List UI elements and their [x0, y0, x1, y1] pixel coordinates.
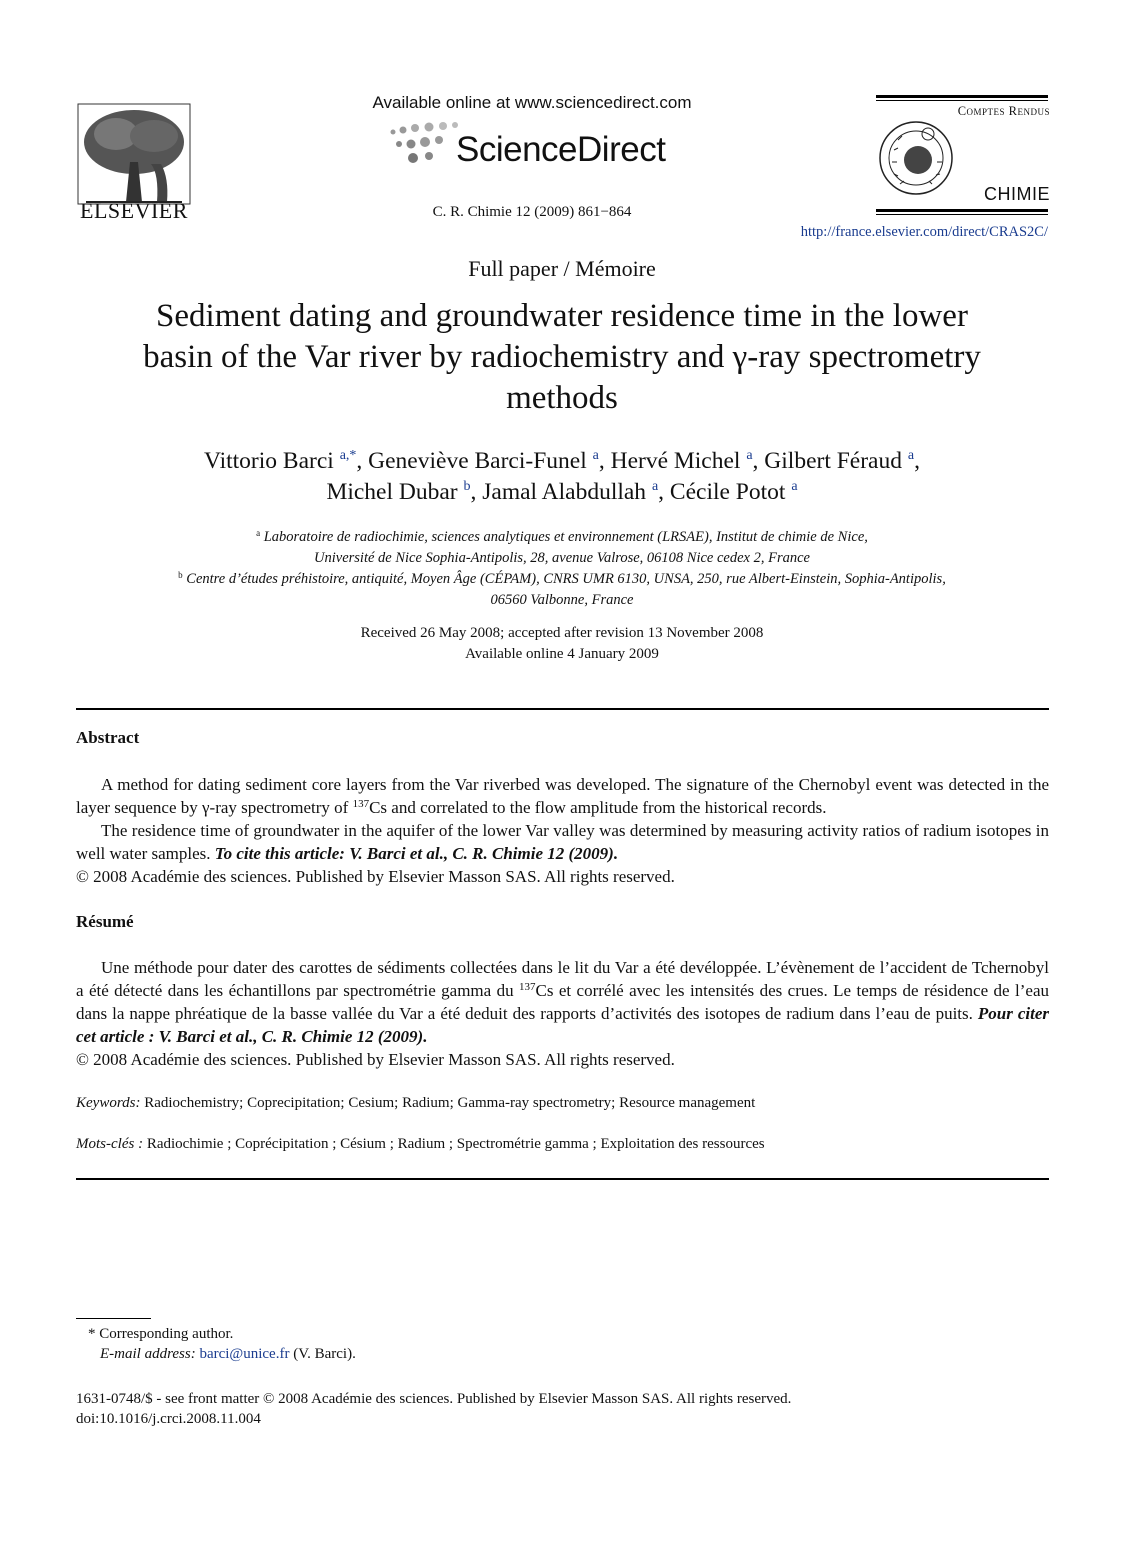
author-name: Jamal Alabdullah [482, 479, 647, 505]
received-date: Received 26 May 2008; accepted after revision 13 November 2008 [360, 625, 764, 641]
abstract-paragraph [76, 819, 1049, 865]
section-rule-bottom [76, 1178, 1049, 1180]
affiliation-mark: b [178, 570, 183, 580]
doi: doi:10.1016/j.crci.2008.11.004 [76, 1411, 261, 1427]
keywords-label: Keywords: [76, 1095, 141, 1111]
author-affiliation-mark[interactable]: a [592, 448, 599, 463]
available-online-text: Available online at www.sciencedirect.com [372, 93, 692, 112]
academie-seal-icon [876, 110, 956, 206]
resume-copyright: © 2008 Académie des sciences. Published by Elsevier Masson SAS. All rights reserved. [76, 1050, 675, 1069]
author-name: Vittorio Barci [204, 448, 334, 474]
keywords [76, 1095, 1049, 1112]
author-affiliation-mark[interactable]: a [791, 479, 798, 494]
author-separator: , [914, 448, 920, 474]
author-separator: , [752, 448, 765, 474]
email-link[interactable]: barci@unice.fr [199, 1346, 290, 1362]
resume-heading: Résumé [76, 912, 134, 931]
journal-logo-top-rule [876, 95, 1048, 98]
author-separator: , [598, 448, 611, 474]
author-line-2 [60, 477, 1064, 508]
footnote-rule [76, 1318, 151, 1319]
author-name: Hervé Michel [610, 448, 741, 474]
author-list [60, 446, 1064, 508]
email-note [100, 1344, 356, 1365]
corresponding-author-note: * Corresponding author. [88, 1326, 234, 1342]
journal-logo-bottom-rule-thin [876, 214, 1048, 215]
isotope-mass-number: 137 [519, 981, 536, 993]
text-span: Une méthode pour dater des carottes de sédiments collectées dans le lit du Var a été devéloppée. L’évènement de l’accident de Tchernobyl a été détecté dans les échantillons par spectrométrie gamma du [76, 958, 1049, 1000]
elsevier-wordmark: ELSEVIER [80, 198, 188, 223]
journal-url-link[interactable]: http://france.elsevier.com/direct/CRAS2C/ [800, 224, 1048, 240]
text-span: Cs and correlated to the flow amplitude from the historical records. [369, 798, 827, 817]
author-name: Gilbert Féraud [764, 448, 902, 474]
resume-paragraph [76, 956, 1049, 1048]
affiliation-a-cont: Université de Nice Sophia-Antipolis, 28, avenue Valrose, 06108 Nice cedex 2, France [314, 550, 810, 566]
author-separator: , [658, 479, 670, 505]
title-line: basin of the Var river by radiochemistry and γ-ray spectrometry [143, 339, 981, 375]
article-dates [60, 623, 1064, 664]
section-rule-top [76, 708, 1049, 710]
journal-reference: C. R. Chimie 12 (2009) 861−864 [432, 204, 632, 220]
author-separator: , [470, 479, 483, 505]
email-suffix: (V. Barci). [289, 1346, 356, 1362]
mots-cles [76, 1136, 1049, 1153]
isotope-mass-number: 137 [352, 798, 370, 810]
author-affiliation-mark[interactable]: b [463, 479, 471, 494]
title-line: methods [506, 380, 618, 416]
citation-note: Pour citer cet article : V. Barci et al., C. R. Chimie 12 (2009). [76, 1004, 1049, 1046]
mots-cles-label: Mots-clés : [76, 1136, 144, 1152]
journal-logo-top-rule-thin [876, 100, 1048, 101]
keywords-text: Radiochemistry; Coprecipitation; Cesium; Radium; Gamma-ray spectrometry; Resource management [144, 1095, 756, 1111]
author-line-1 [60, 446, 1064, 477]
affiliation-text: Laboratoire de radiochimie, sciences analytiques et environnement (LRSAE), Institut de chimie de Nice, [263, 529, 868, 545]
abstract-heading: Abstract [76, 728, 140, 747]
author-affiliation-mark[interactable]: a,* [339, 448, 357, 463]
affiliations [60, 527, 1064, 611]
author-affiliation-mark[interactable]: a [907, 448, 915, 463]
affiliation-text: Centre d’études préhistoire, antiquité, Moyen Âge (CÉPAM), CNRS UMR 6130, UNSA, 250, rue Albert-Einstein, Sophia-Antipolis, [186, 571, 946, 587]
title-line: Sediment dating and groundwater residence time in the lower [156, 298, 968, 334]
paper-title [60, 296, 1064, 419]
sciencedirect-wordmark: ScienceDirect [456, 130, 666, 169]
mots-cles-text: Radiochimie ; Coprécipitation ; Césium ; Radium ; Spectrométrie gamma ; Exploitation des ressources [146, 1136, 765, 1152]
front-matter-notice: 1631-0748/$ - see front matter © 2008 Académie des sciences. Published by Elsevier Masson SAS. All rights reserved. [76, 1391, 792, 1407]
author-affiliation-mark[interactable]: a [746, 448, 753, 463]
paper-type: Full paper / Mémoire [468, 256, 656, 281]
text-span: A method for dating sediment core layers from the Var riverbed was developed. The signature of the Chernobyl event was detected in the layer sequence by γ-ray spectrometry of [76, 775, 1049, 817]
affiliation-a [60, 527, 1064, 548]
affiliation-b-cont: 06560 Valbonne, France [490, 592, 634, 608]
comptes-rendus-label: Comptes Rendus [957, 104, 1050, 118]
author-affiliation-mark[interactable]: a [651, 479, 659, 494]
affiliation-b [60, 569, 1064, 590]
text-span: Cs et corrélé avec les intensités des crues. Le temps de résidence de l’eau dans la nappe phréatique de la basse vallée du Var a été deduit des rapports d’activités des isotopes de radium dans l’eau de puits. [76, 981, 1049, 1023]
affiliation-mark: a [256, 528, 261, 538]
author-separator: , [356, 448, 369, 474]
text-span: The residence time of groundwater in the aquifer of the lower Var valley was determined by measuring activity ratios of radium isotopes in well water samples. [76, 821, 1049, 863]
author-name: Michel Dubar [326, 479, 458, 505]
abstract-body [76, 773, 1049, 888]
journal-logo-bottom-rule [876, 209, 1048, 212]
resume-body [76, 956, 1049, 1071]
author-name: Geneviève Barci-Funel [368, 448, 587, 474]
abstract-copyright: © 2008 Académie des sciences. Published by Elsevier Masson SAS. All rights reserved. [76, 867, 675, 886]
online-date: Available online 4 January 2009 [465, 645, 659, 662]
abstract-paragraph [76, 773, 1049, 819]
chimie-label: CHIMIE [984, 184, 1050, 204]
citation-note: To cite this article: V. Barci et al., C. R. Chimie 12 (2009). [214, 844, 619, 863]
author-name: Cécile Potot [669, 479, 786, 505]
email-label: E-mail address: [100, 1346, 196, 1362]
